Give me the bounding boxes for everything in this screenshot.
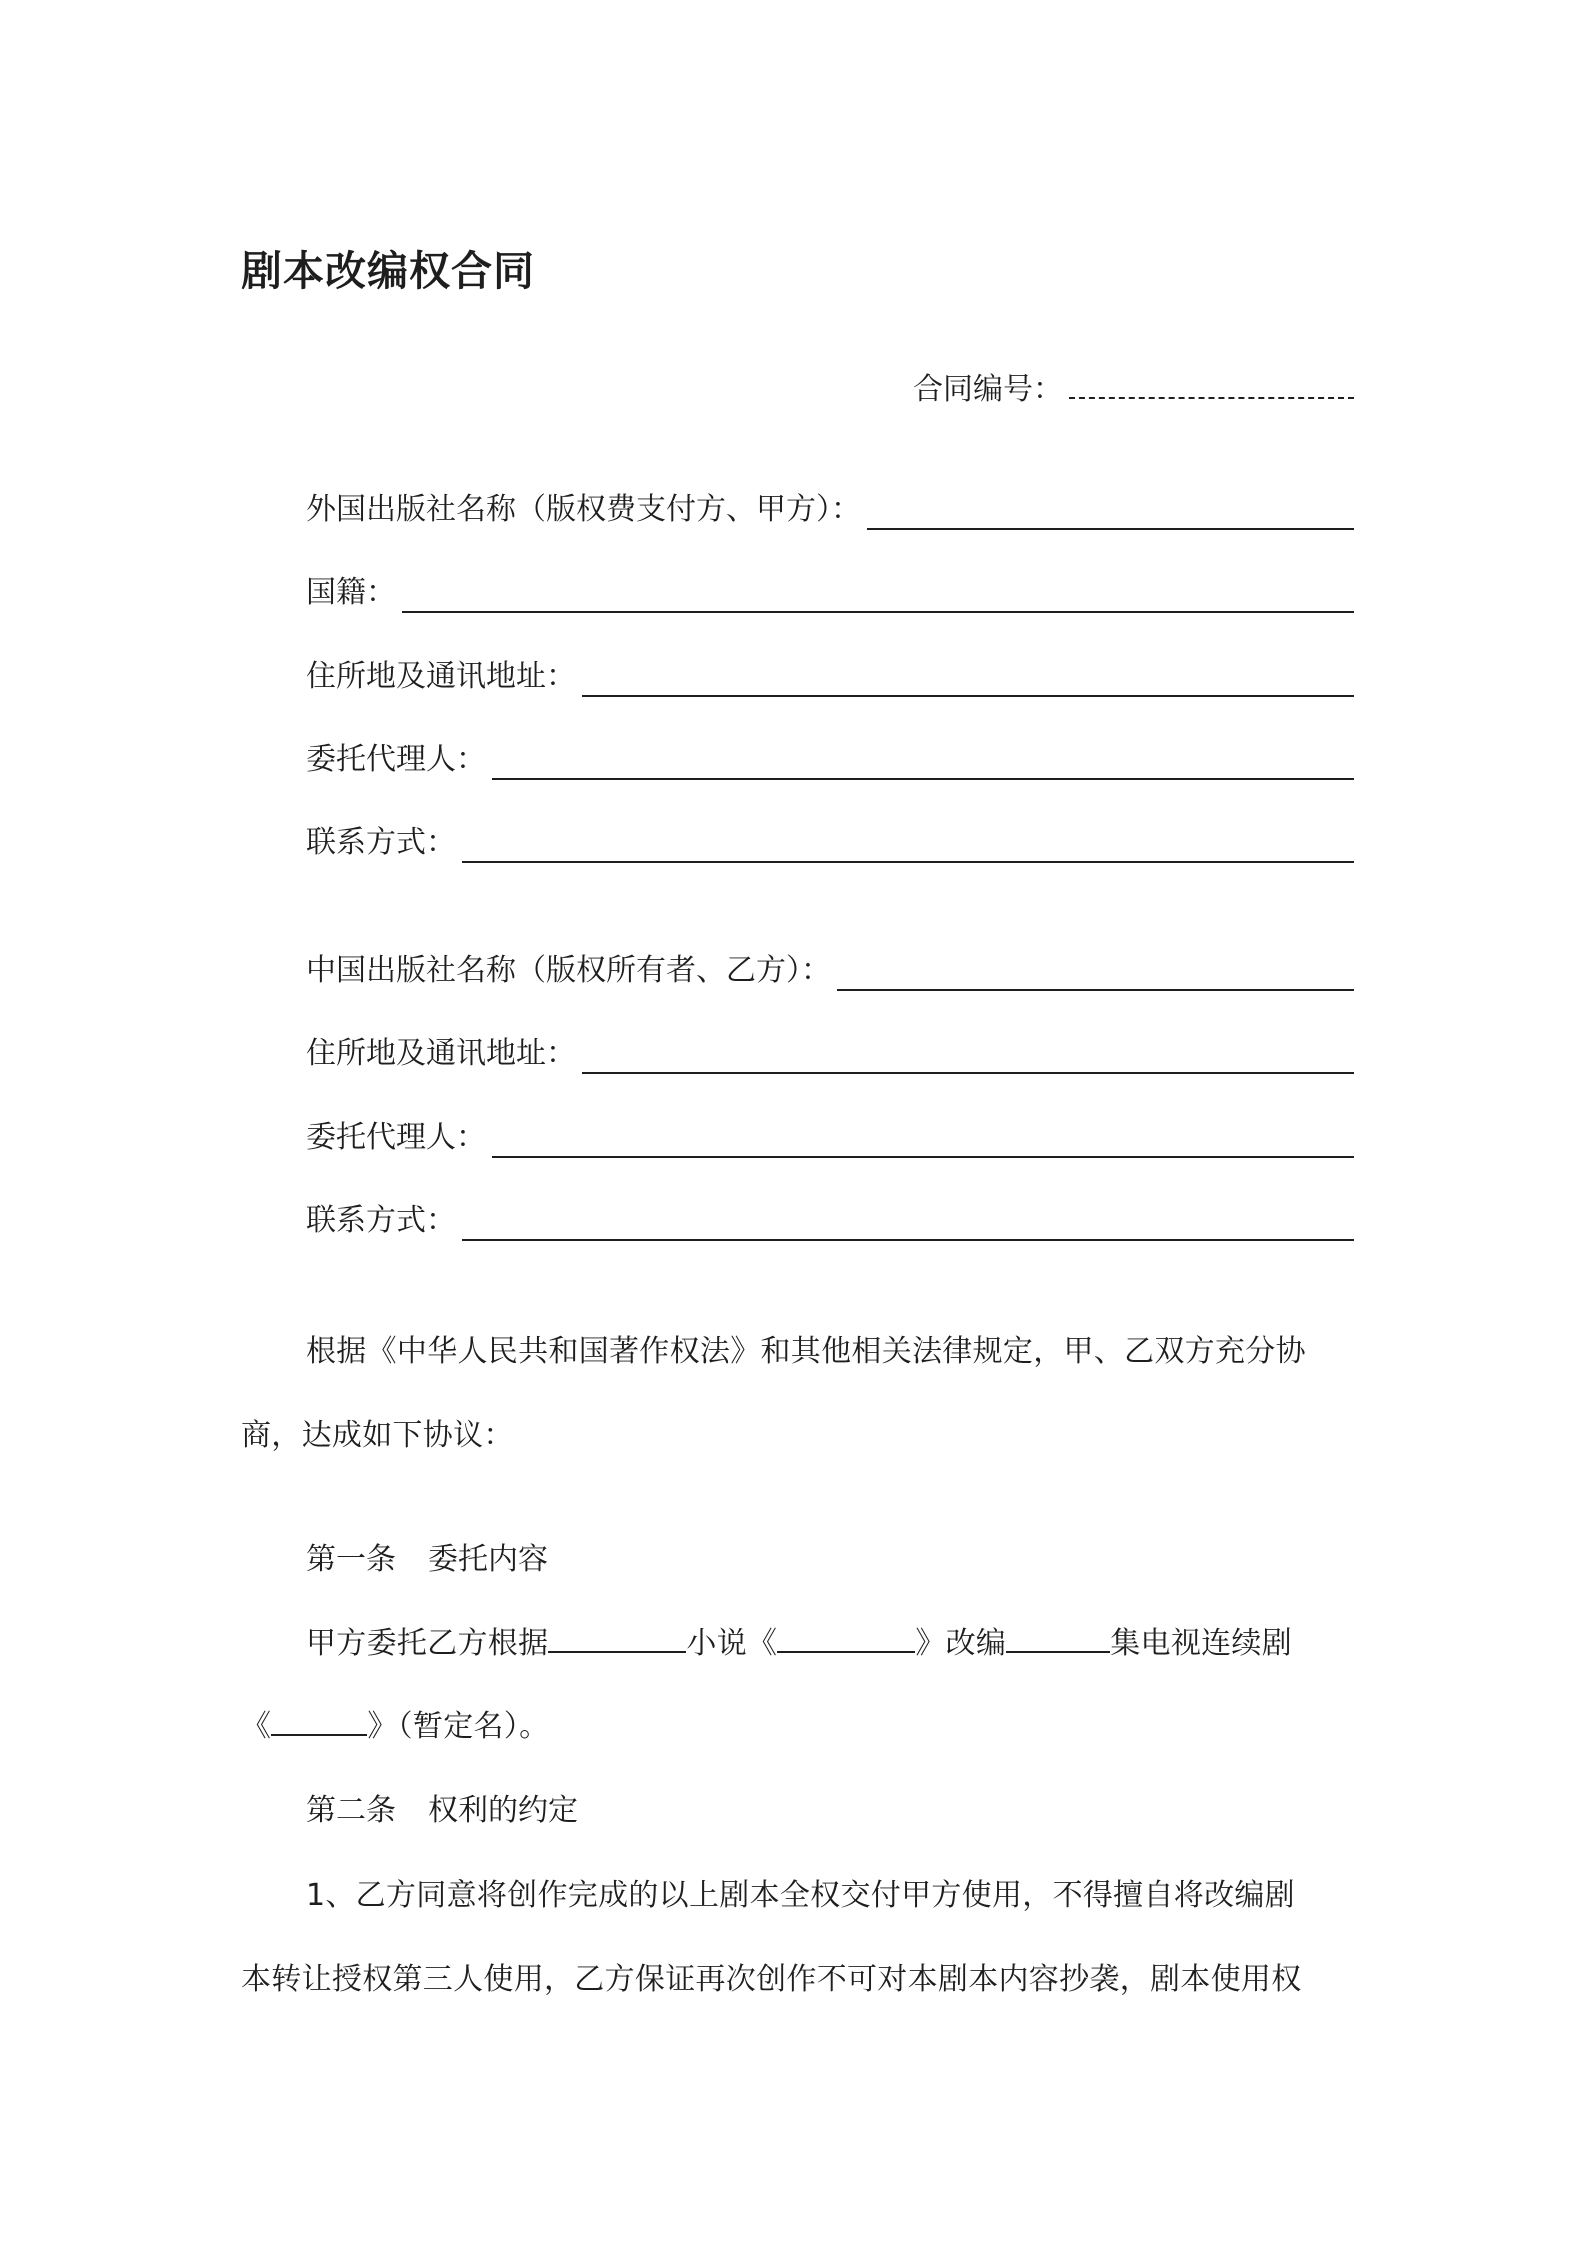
article-2-title: 权利的约定 <box>428 1793 578 1828</box>
party-b-agent-field <box>306 1112 1354 1158</box>
party-a-address-blank[interactable] <box>582 655 1354 697</box>
article-1-text-6: 》（暂定名）。 <box>367 1709 550 1744</box>
article-1-number: 第一条 <box>306 1542 396 1577</box>
document-title: 剧本改编权合同 <box>241 247 535 295</box>
party-b-contact-field <box>306 1195 1354 1241</box>
party-b-address-blank[interactable] <box>582 1032 1354 1074</box>
article-1-text-2: 小说《 <box>686 1626 778 1661</box>
novel-title-blank[interactable] <box>777 1617 915 1653</box>
contract-number-blank[interactable] <box>1069 367 1354 399</box>
article-1-text-4: 集电视连续剧 <box>1110 1626 1293 1661</box>
article-1-text-5: 《 <box>241 1709 272 1744</box>
article-2-heading <box>306 1785 578 1829</box>
article-1-text-1: 甲方委托乙方根据 <box>306 1626 549 1661</box>
party-a-agent-field <box>306 734 1354 780</box>
party-a-contact-label: 联系方式： <box>306 825 456 860</box>
article-2-line-1: 1、乙方同意将创作完成的以上剧本全权交付甲方使用，不得擅自将改编剧 <box>306 1878 1295 1913</box>
preamble-line-2: 商，达成如下协议： <box>241 1418 514 1453</box>
article-1-line-1 <box>306 1617 1292 1662</box>
party-a-address-field <box>306 651 1354 697</box>
party-b-name-field <box>306 945 1354 991</box>
article-1-title: 委托内容 <box>428 1542 548 1577</box>
source-author-blank[interactable] <box>548 1617 686 1653</box>
article-1-heading <box>306 1534 548 1578</box>
party-b-contact-label: 联系方式： <box>306 1203 456 1238</box>
party-b-name-blank[interactable] <box>837 949 1354 991</box>
party-a-nationality-blank[interactable] <box>402 571 1354 613</box>
party-b-name-label: 中国出版社名称（版权所有者、乙方）： <box>306 953 831 988</box>
party-a-name-label: 外国出版社名称（版权费支付方、甲方）： <box>306 492 861 527</box>
article-2-line-2: 本转让授权第三人使用，乙方保证再次创作不可对本剧本内容抄袭，剧本使用权 <box>241 1962 1302 1997</box>
party-a-nationality-label: 国籍： <box>306 575 396 610</box>
party-b-address-field <box>306 1028 1354 1074</box>
drama-title-blank[interactable] <box>271 1700 367 1736</box>
party-a-name-blank[interactable] <box>867 488 1354 530</box>
party-a-agent-label: 委托代理人： <box>306 742 486 777</box>
party-a-contact-blank[interactable] <box>462 821 1354 863</box>
article-1-line-2 <box>241 1700 549 1745</box>
episode-count-blank[interactable] <box>1006 1617 1110 1653</box>
contract-number-field <box>913 364 1354 408</box>
party-a-nationality-field <box>306 567 1354 613</box>
party-b-agent-label: 委托代理人： <box>306 1120 486 1155</box>
party-a-agent-blank[interactable] <box>492 738 1354 780</box>
article-1-text-3: 》改编 <box>915 1626 1007 1661</box>
party-b-agent-blank[interactable] <box>492 1116 1354 1158</box>
contract-number-label: 合同编号： <box>913 372 1063 407</box>
preamble-line-1: 根据《中华人民共和国著作权法》和其他相关法律规定，甲、乙双方充分协 <box>306 1334 1306 1369</box>
party-a-contact-field <box>306 817 1354 863</box>
party-a-address-label: 住所地及通讯地址： <box>306 659 576 694</box>
party-b-contact-blank[interactable] <box>462 1199 1354 1241</box>
party-b-address-label: 住所地及通讯地址： <box>306 1036 576 1071</box>
party-a-name-field <box>306 484 1354 530</box>
article-2-number: 第二条 <box>306 1793 396 1828</box>
